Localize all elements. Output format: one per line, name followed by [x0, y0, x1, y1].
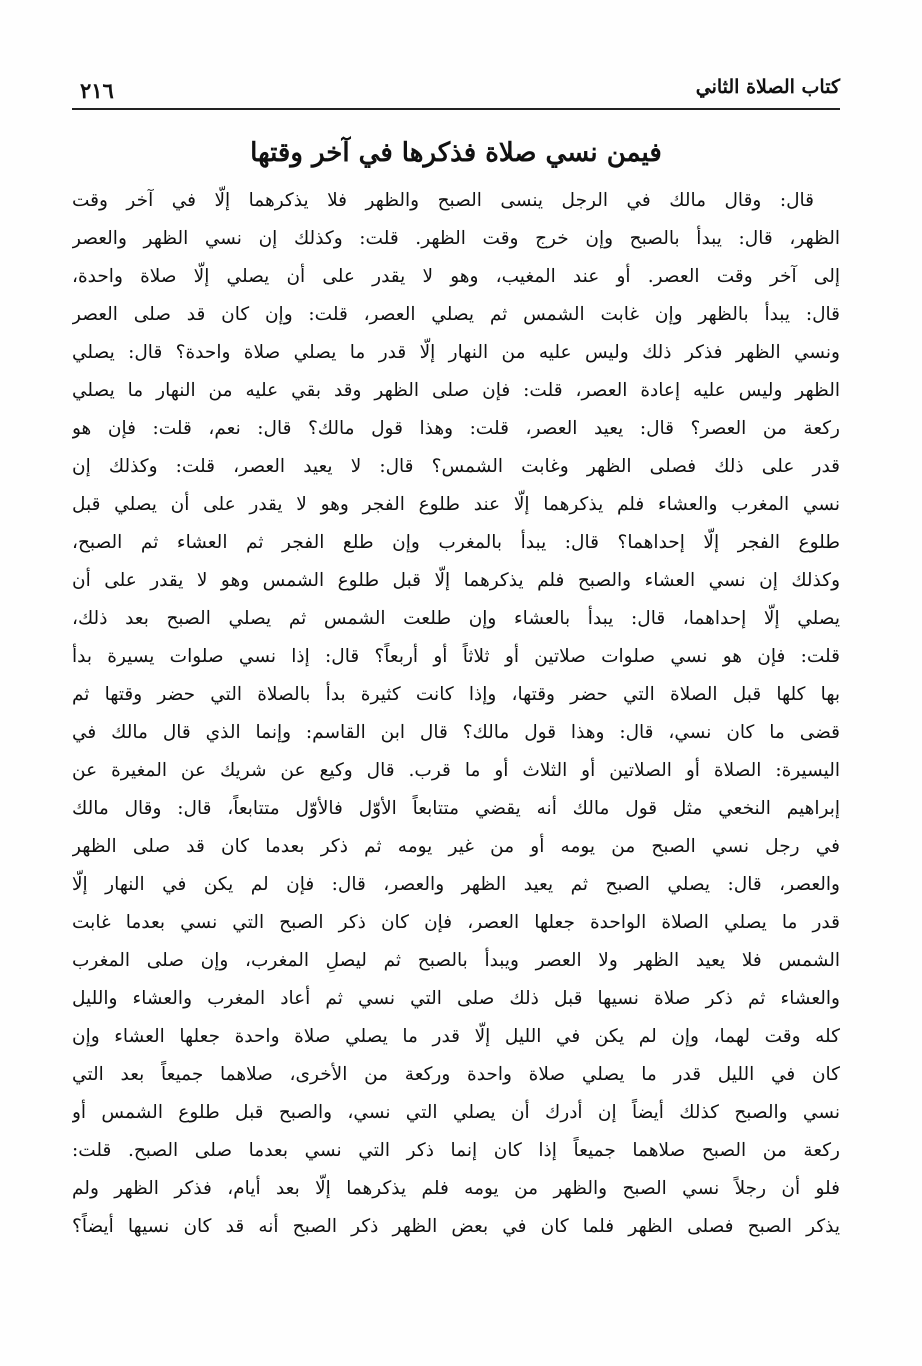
text-line: كان في الليل قدر ما يصلي صلاة واحدة وركعة من الأخرى، صلاهما جميعاً بعد التي — [72, 1064, 840, 1085]
text-line: قدر على ذلك فصلى الظهر وغابت الشمس؟ قال: لا يعيد العصر، قلت: وكذلك إن — [72, 456, 840, 477]
book-title: كتاب الصلاة الثاني — [695, 76, 840, 98]
text-line: ركعة من الصبح صلاهما جميعاً إذا كان إنما ذكر التي نسي بعدما صلى الصبح. قلت: — [72, 1140, 840, 1161]
chapter-title: فيمن نسي صلاة فذكرها في آخر وقتها — [250, 138, 662, 168]
text-line: يذكر الصبح فصلى الظهر فلما كان في بعض الظهر ذكر الصبح أنه قد كان نسيها أيضاً؟ — [72, 1216, 840, 1237]
text-line: يصلي إلّا إحداهما، قال: يبدأ بالعشاء وإن طلعت الشمس ثم يصلي الصبح بعد ذلك، — [72, 608, 840, 629]
text-line: اليسيرة: الصلاة أو الصلاتين أو الثلاث أو ما قرب. قال وكيع عن شريك عن المغيرة عن — [72, 760, 840, 781]
text-line: نسي والصبح كذلك أيضاً إن أدرك أن يصلي التي نسي، والصبح قبل طلوع الشمس أو — [72, 1102, 840, 1123]
text-line: والعصر، قال: يصلي الصبح ثم يعيد الظهر والعصر، قال: فإن لم يكن في النهار إلّا — [72, 874, 840, 895]
text-line: ونسي الظهر فذكر ذلك وليس عليه من النهار إلّا قدر ما يصلي صلاة واحدة؟ قال: يصلي — [72, 342, 840, 363]
text-line: في رجل نسي الصبح من يومه أو من غير يومه ثم ذكر بعدما كان قد صلى الظهر — [72, 836, 840, 857]
text-line: الشمس فلا يعيد الظهر ولا العصر ويبدأ بالصبح ثم ليصلِ المغرب، وإن صلى المغرب — [72, 950, 840, 971]
text-line: قال: وقال مالك في الرجل ينسى الصبح والظهر فلا يذكرهما إلّا في آخر وقت — [72, 190, 814, 211]
text-line: قال: يبدأ بالظهر وإن غابت الشمس ثم يصلي العصر، قلت: وإن كان قد صلى العصر — [72, 304, 840, 325]
text-line: قلت: فإن هو نسي صلوات صلاتين أو ثلاثاً أو أربعاً؟ قال: إذا نسي صلوات يسيرة بدأ — [72, 646, 840, 667]
text-line: إبراهيم النخعي مثل قول مالك أنه يقضي متتابعاً الأوّل فالأوّل متتابعاً، قال: وقال مالك — [72, 798, 840, 819]
text-line: قضى ما كان نسي، قال: وهذا قول مالك؟ قال ابن القاسم: وإنما الذي قال مالك في — [72, 722, 840, 743]
text-line: وكذلك إن نسي العشاء والصبح فلم يذكرهما إلّا قبل طلوع الشمس وهو لا يقدر على أن — [72, 570, 840, 591]
text-line: فلو أن رجلاً نسي الصبح والظهر من يومه فلم يذكرهما إلّا بعد أيام، فذكر الظهر ولم — [72, 1178, 840, 1199]
text-line: والعشاء ثم ذكر صلاة نسيها قبل ذلك صلى التي نسي ثم أعاد المغرب والعشاء والليل — [72, 988, 840, 1009]
text-line: نسي المغرب والعشاء فلم يذكرهما إلّا عند طلوع الفجر وهو لا يقدر على أن يصلي قبل — [72, 494, 840, 515]
page-header — [72, 72, 840, 110]
text-line: الظهر وليس عليه إعادة العصر، قلت: فإن صلى الظهر وقد بقي عليه من النهار ما يصلي — [72, 380, 840, 401]
text-line: طلوع الفجر إلّا إحداهما؟ قال: يبدأ بالمغرب وإن طلع الفجر ثم العشاء ثم الصبح، — [72, 532, 840, 553]
text-line: كله وقت لهما، وإن لم يكن في الليل إلّا قدر ما يصلي صلاة واحدة جعلها العشاء وإن — [72, 1026, 840, 1047]
text-line: ركعة من العصر؟ قال: يعيد العصر، قلت: وهذا قول مالك؟ قال: نعم، قلت: فإن هو — [72, 418, 840, 439]
body-text — [72, 182, 840, 1246]
text-line: بها كلها قبل الصلاة التي حضر وقتها، وإذا كانت كثيرة بدأ بالصلاة التي حضر وقتها ثم — [72, 684, 840, 705]
text-line: إلى آخر وقت العصر. أو عند المغيب، وهو لا يقدر على أن يصلي إلّا صلاة واحدة، — [72, 266, 840, 287]
text-line: الظهر، قال: يبدأ بالصبح وإن خرج وقت الظهر. قلت: وكذلك إن نسي الظهر والعصر — [72, 228, 840, 249]
page-number: ٢١٦ — [80, 78, 114, 103]
text-line: قدر ما يصلي الصلاة الواحدة جعلها العصر، فإن كان ذكر الصبح التي نسي بعدما غابت — [72, 912, 840, 933]
